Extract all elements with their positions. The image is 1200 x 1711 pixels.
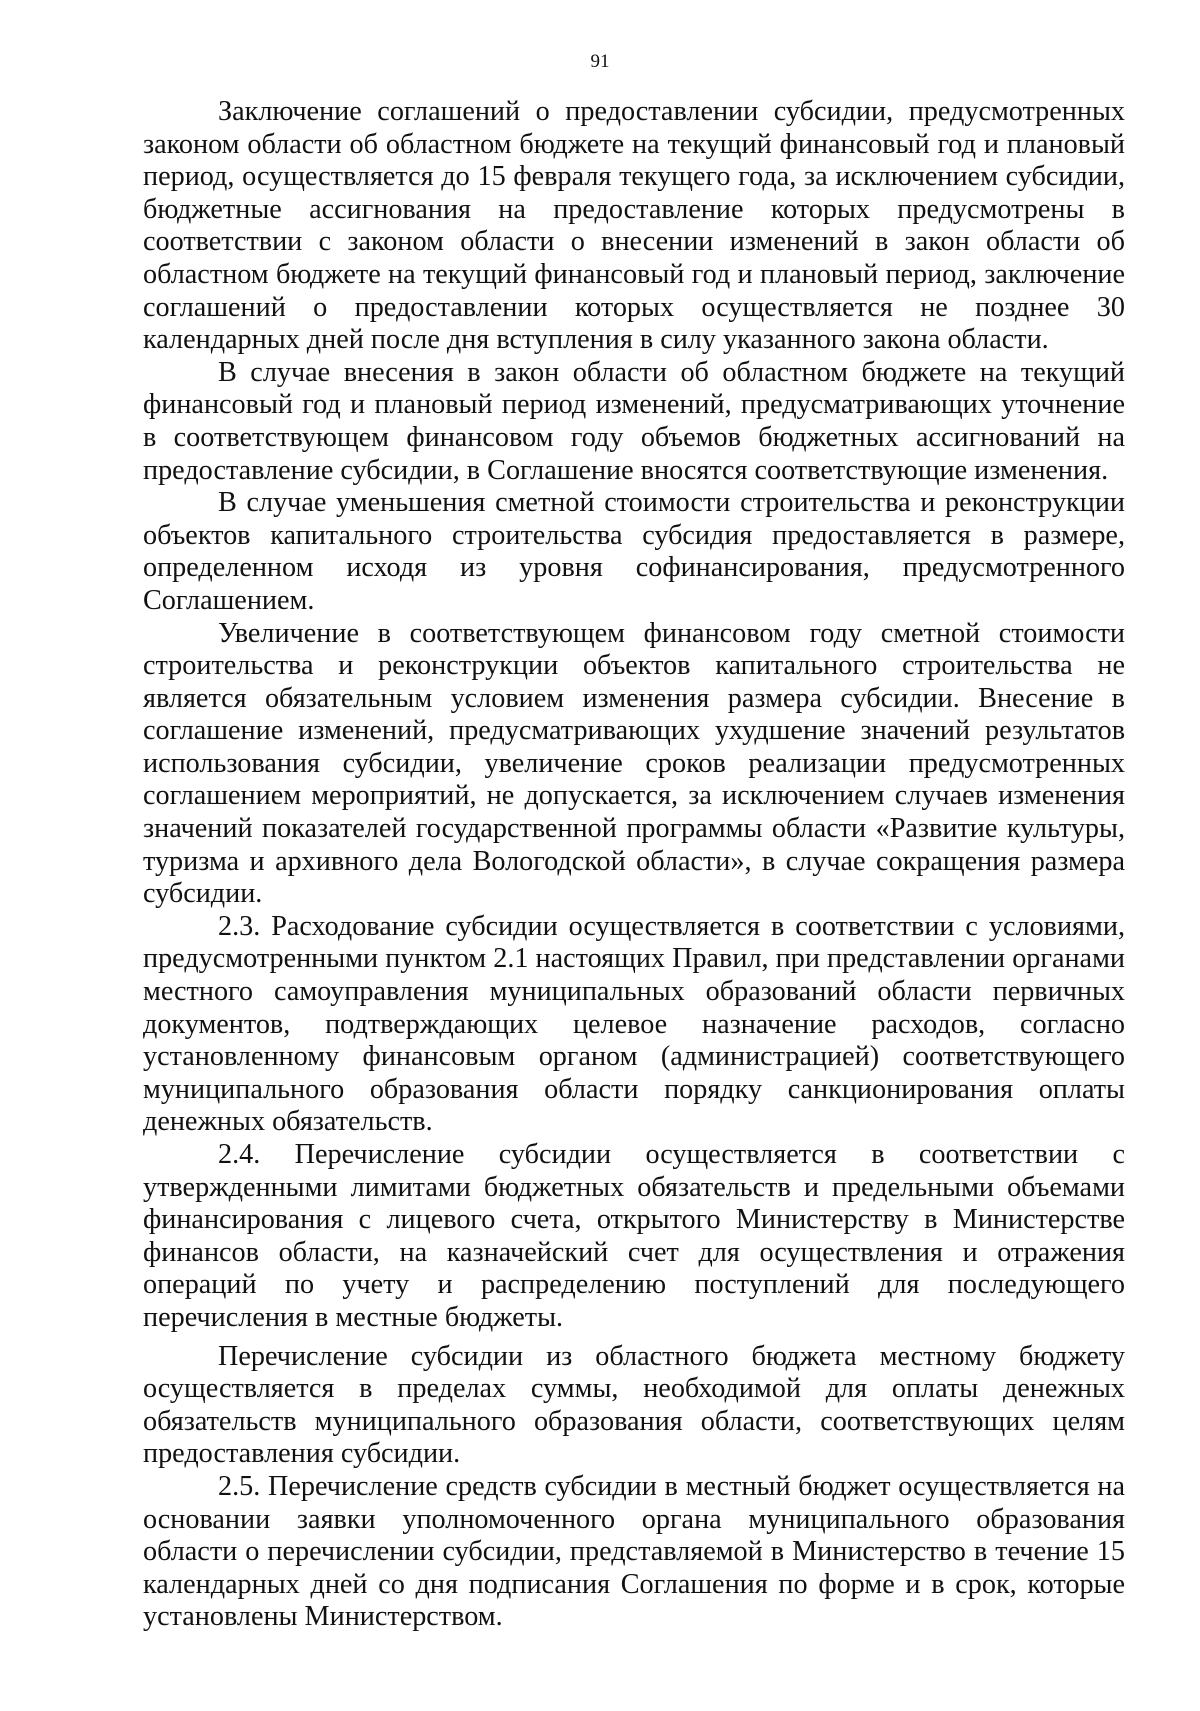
paragraph-agreement-deadline: Заключение соглашений о предоставлении субсидии, предусмотренных законом области об областном бюджете на текущий финансовый год и плановый период, осуществляется до 15 февраля текущего года, за исключением субсидии, бюджетные ассигнования на предоставление которых предусмотрены в соответствии с законом области о внесении изменений в закон области об областном бюджете на текущий финансовый год и плановый период, заключение соглашений о предоставлении которых осуществляется не позднее 30 календарных дней после дня вступления в силу указанного закона области. bbox=[143, 96, 1125, 356]
paragraph-budget-amendments: В случае внесения в закон области об областном бюджете на текущий финансовый год и плановый период изменений, предусматривающих уточнение в соответствующем финансовом году объемов бюджетных ассигнований на предоставление субсидии, в Соглашение вносятся соответствующие изменения. bbox=[143, 356, 1125, 486]
paragraph-transfer-limits: Перечисление субсидии из областного бюджета местному бюджету осуществляется в пределах суммы, необходимой для оплаты денежных обязательств муниципального образования области, соответствующих целям предоставления субсидии. bbox=[143, 1340, 1125, 1470]
page-number: 91 bbox=[590, 51, 610, 72]
paragraph-section-2-5: 2.5. Перечисление средств субсидии в местный бюджет осуществляется на основании заявки уполномоченного органа муниципального образования области о перечислении субсидии, представляемой в Министерство в течение 15 календарных дней со дня подписания Соглашения по форме и в срок, которые установлены Министерством. bbox=[143, 1470, 1125, 1633]
paragraph-section-2-3: 2.3. Расходование субсидии осуществляется в соответствии с условиями, предусмотренными пунктом 2.1 настоящих Правил, при представлении органами местного самоуправления муниципальных образований области первичных документов, подтверждающих целевое назначение расходов, согласно установленному финансовым органом (администрацией) соответствующего муниципального образования области порядку санкционирования оплаты денежных обязательств. bbox=[143, 910, 1125, 1138]
paragraph-cost-increase: Увеличение в соответствующем финансовом году сметной стоимости строительства и реконструкции объектов капитального строительства не является обязательным условием изменения размера субсидии. Внесение в соглашение изменений, предусматривающих ухудшение значений результатов использования субсидии, увеличение сроков реализации предусмотренных соглашением мероприятий, не допускается, за исключением случаев изменения значений показателей государственной программы области «Развитие культуры, туризма и архивного дела Вологодской области», в случае сокращения размера субсидии. bbox=[143, 617, 1125, 910]
paragraph-cost-reduction: В случае уменьшения сметной стоимости строительства и реконструкции объектов капитального строительства субсидия предоставляется в размере, определенном исходя из уровня софинансирования, предусмотренного Соглашением. bbox=[143, 487, 1125, 616]
paragraph-section-2-4: 2.4. Перечисление субсидии осуществляется в соответствии с утвержденными лимитами бюджетных обязательств и предельными объемами финансирования с лицевого счета, открытого Министерству в Министерстве финансов области, на казначейский счет для осуществления и отражения операций по учету и распределению поступлений для последующего перечисления в местные бюджеты. bbox=[143, 1139, 1125, 1333]
document-body bbox=[143, 96, 1125, 1634]
